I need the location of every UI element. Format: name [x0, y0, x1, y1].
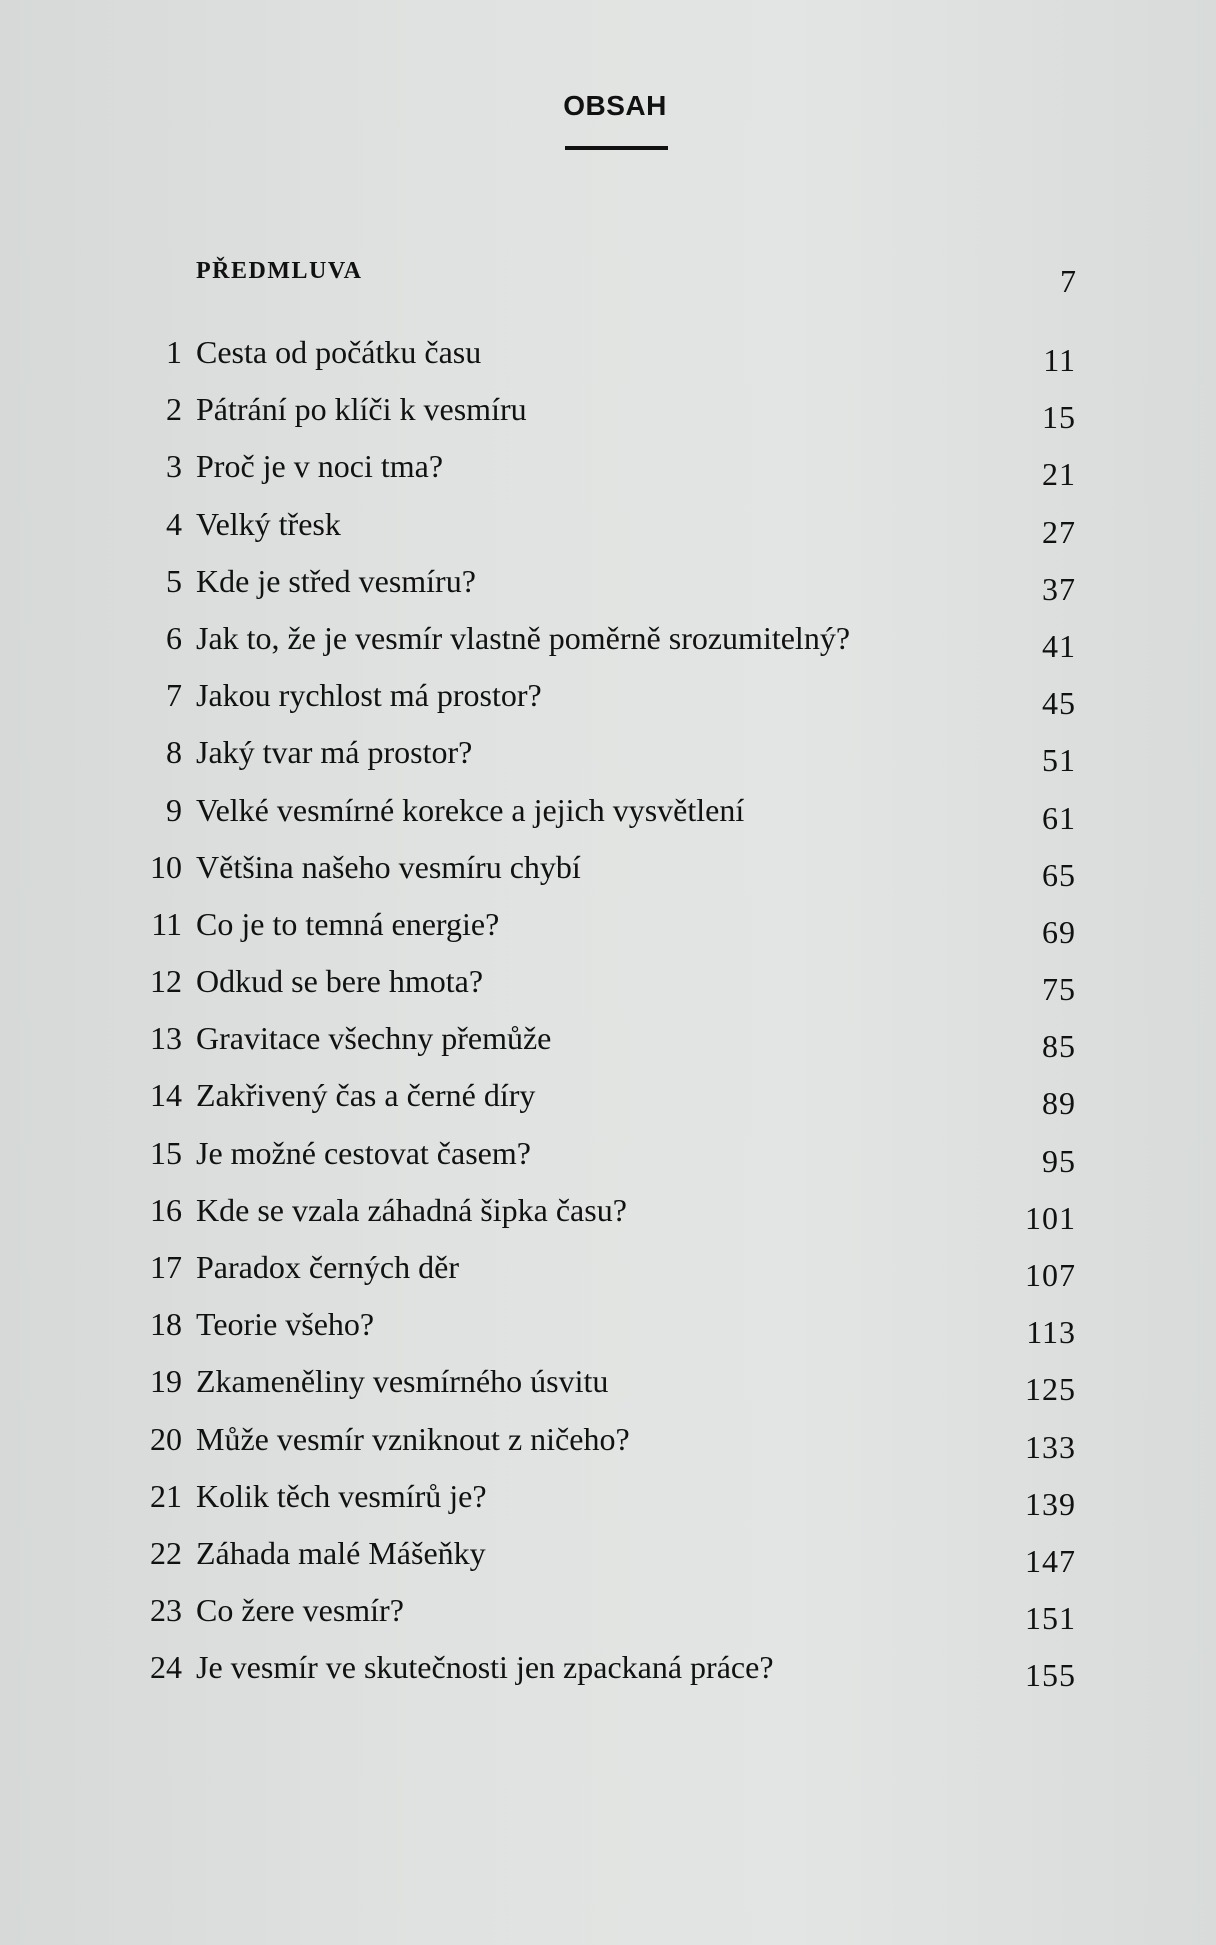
chapter-page-number: 45	[1042, 685, 1076, 722]
toc-entry-19	[0, 1357, 1216, 1414]
chapter-page-number: 51	[1042, 742, 1076, 779]
chapter-page-number: 21	[1042, 456, 1076, 493]
chapter-number: 4	[166, 505, 182, 542]
chapter-number: 2	[166, 391, 182, 428]
chapter-number: 9	[166, 791, 182, 828]
chapter-number: 17	[150, 1249, 182, 1285]
chapter-page-number: 11	[1043, 342, 1076, 378]
toc-entry-12	[0, 957, 1216, 1014]
toc-entry-2	[0, 385, 1216, 442]
chapter-number: 18	[150, 1306, 182, 1343]
preface-page-number: 7	[1060, 263, 1076, 299]
toc-entry-8	[0, 728, 1216, 785]
chapter-page-number: 37	[1042, 570, 1076, 607]
toc-entry-24	[0, 1643, 1216, 1700]
chapter-page-number: 101	[1025, 1199, 1076, 1236]
toc-entry-11	[0, 900, 1216, 957]
toc-entry-23	[0, 1586, 1216, 1643]
chapter-number: 19	[150, 1363, 182, 1400]
chapter-page-number: 107	[1025, 1257, 1076, 1293]
chapter-page-number: 95	[1042, 1142, 1076, 1179]
chapter-number: 7	[166, 677, 182, 714]
chapter-number: 5	[166, 562, 182, 599]
chapter-title: Velký třesk	[196, 505, 341, 542]
chapter-title: Je vesmír ve skutečnosti jen zpackaná práce?	[196, 1649, 774, 1686]
chapter-title: Teorie všeho?	[196, 1306, 375, 1343]
toc-entry-1	[0, 328, 1216, 385]
chapter-number: 24	[150, 1649, 182, 1686]
chapter-number: 3	[166, 448, 182, 485]
chapter-title: Paradox černých děr	[196, 1249, 459, 1285]
title-underline	[565, 146, 668, 150]
toc-entry-3	[0, 442, 1216, 499]
chapter-number: 15	[150, 1134, 182, 1171]
chapter-page-number: 69	[1042, 913, 1076, 950]
toc-entry-18	[0, 1300, 1216, 1357]
table-of-contents	[0, 328, 1216, 1701]
chapter-title: Co žere vesmír?	[196, 1592, 404, 1629]
page-title: OBSAH	[563, 90, 667, 121]
chapter-number: 10	[150, 848, 182, 885]
chapter-number: 23	[150, 1592, 182, 1629]
chapter-page-number: 15	[1042, 399, 1076, 436]
toc-entry-4	[0, 500, 1216, 557]
chapter-number: 22	[150, 1534, 182, 1571]
chapter-number: 1	[166, 334, 182, 370]
toc-entry-6	[0, 614, 1216, 671]
chapter-page-number: 65	[1042, 856, 1076, 893]
toc-entry-22	[0, 1529, 1216, 1586]
toc-entry-10	[0, 843, 1216, 900]
chapter-page-number: 85	[1042, 1028, 1076, 1065]
chapter-page-number: 139	[1025, 1485, 1076, 1522]
toc-entry-21	[0, 1472, 1216, 1529]
chapter-title: Cesta od počátku času	[196, 334, 482, 370]
chapter-page-number: 125	[1025, 1371, 1076, 1408]
chapter-title: Zkameněliny vesmírného úsvitu	[196, 1363, 609, 1400]
chapter-number: 16	[150, 1191, 182, 1228]
chapter-title: Jak to, že je vesmír vlastně poměrně srozumitelný?	[196, 619, 851, 656]
chapter-page-number: 147	[1025, 1542, 1076, 1579]
chapter-title: Co je to temná energie?	[196, 905, 500, 942]
chapter-number: 14	[150, 1077, 182, 1114]
chapter-title: Většina našeho vesmíru chybí	[196, 848, 581, 885]
chapter-title: Pátrání po klíči k vesmíru	[196, 391, 527, 428]
chapter-number: 12	[150, 963, 182, 1000]
chapter-title: Je možné cestovat časem?	[196, 1134, 531, 1171]
chapter-number: 21	[150, 1477, 182, 1514]
chapter-title: Proč je v noci tma?	[196, 448, 444, 485]
chapter-page-number: 41	[1042, 627, 1076, 664]
toc-entry-17	[0, 1243, 1216, 1300]
preface-label: PŘEDMLUVA	[196, 258, 363, 284]
chapter-title: Kolik těch vesmírů je?	[196, 1477, 487, 1514]
chapter-page-number: 27	[1042, 513, 1076, 550]
chapter-title: Zakřivený čas a černé díry	[196, 1077, 536, 1114]
chapter-page-number: 155	[1025, 1657, 1076, 1694]
toc-entry-5	[0, 557, 1216, 614]
toc-entry-13	[0, 1014, 1216, 1071]
toc-entry-9	[0, 786, 1216, 843]
toc-entry-16	[0, 1186, 1216, 1243]
chapter-number: 6	[166, 619, 182, 656]
chapter-title: Jakou rychlost má prostor?	[196, 677, 542, 714]
toc-entry-20	[0, 1415, 1216, 1472]
chapter-page-number: 75	[1042, 971, 1076, 1008]
chapter-number: 11	[151, 905, 182, 942]
chapter-page-number: 89	[1042, 1085, 1076, 1122]
chapter-number: 8	[166, 734, 182, 771]
toc-entry-15	[0, 1129, 1216, 1186]
chapter-title: Kde se vzala záhadná šipka času?	[196, 1191, 627, 1228]
toc-entry-7	[0, 671, 1216, 728]
chapter-title: Může vesmír vzniknout z ničeho?	[196, 1420, 630, 1457]
chapter-title: Jaký tvar má prostor?	[196, 734, 473, 771]
chapter-page-number: 133	[1025, 1428, 1076, 1465]
chapter-title: Záhada malé Mášeňky	[196, 1534, 486, 1571]
chapter-page-number: 61	[1042, 799, 1076, 836]
chapter-title: Velké vesmírné korekce a jejich vysvětlení	[196, 791, 745, 828]
chapter-page-number: 113	[1026, 1314, 1076, 1351]
chapter-title: Odkud se bere hmota?	[196, 963, 484, 1000]
chapter-title: Kde je střed vesmíru?	[196, 562, 476, 599]
toc-entry-14	[0, 1071, 1216, 1128]
chapter-number: 20	[150, 1420, 182, 1457]
chapter-number: 13	[150, 1020, 182, 1057]
chapter-page-number: 151	[1025, 1600, 1076, 1637]
chapter-title: Gravitace všechny přemůže	[196, 1020, 552, 1057]
